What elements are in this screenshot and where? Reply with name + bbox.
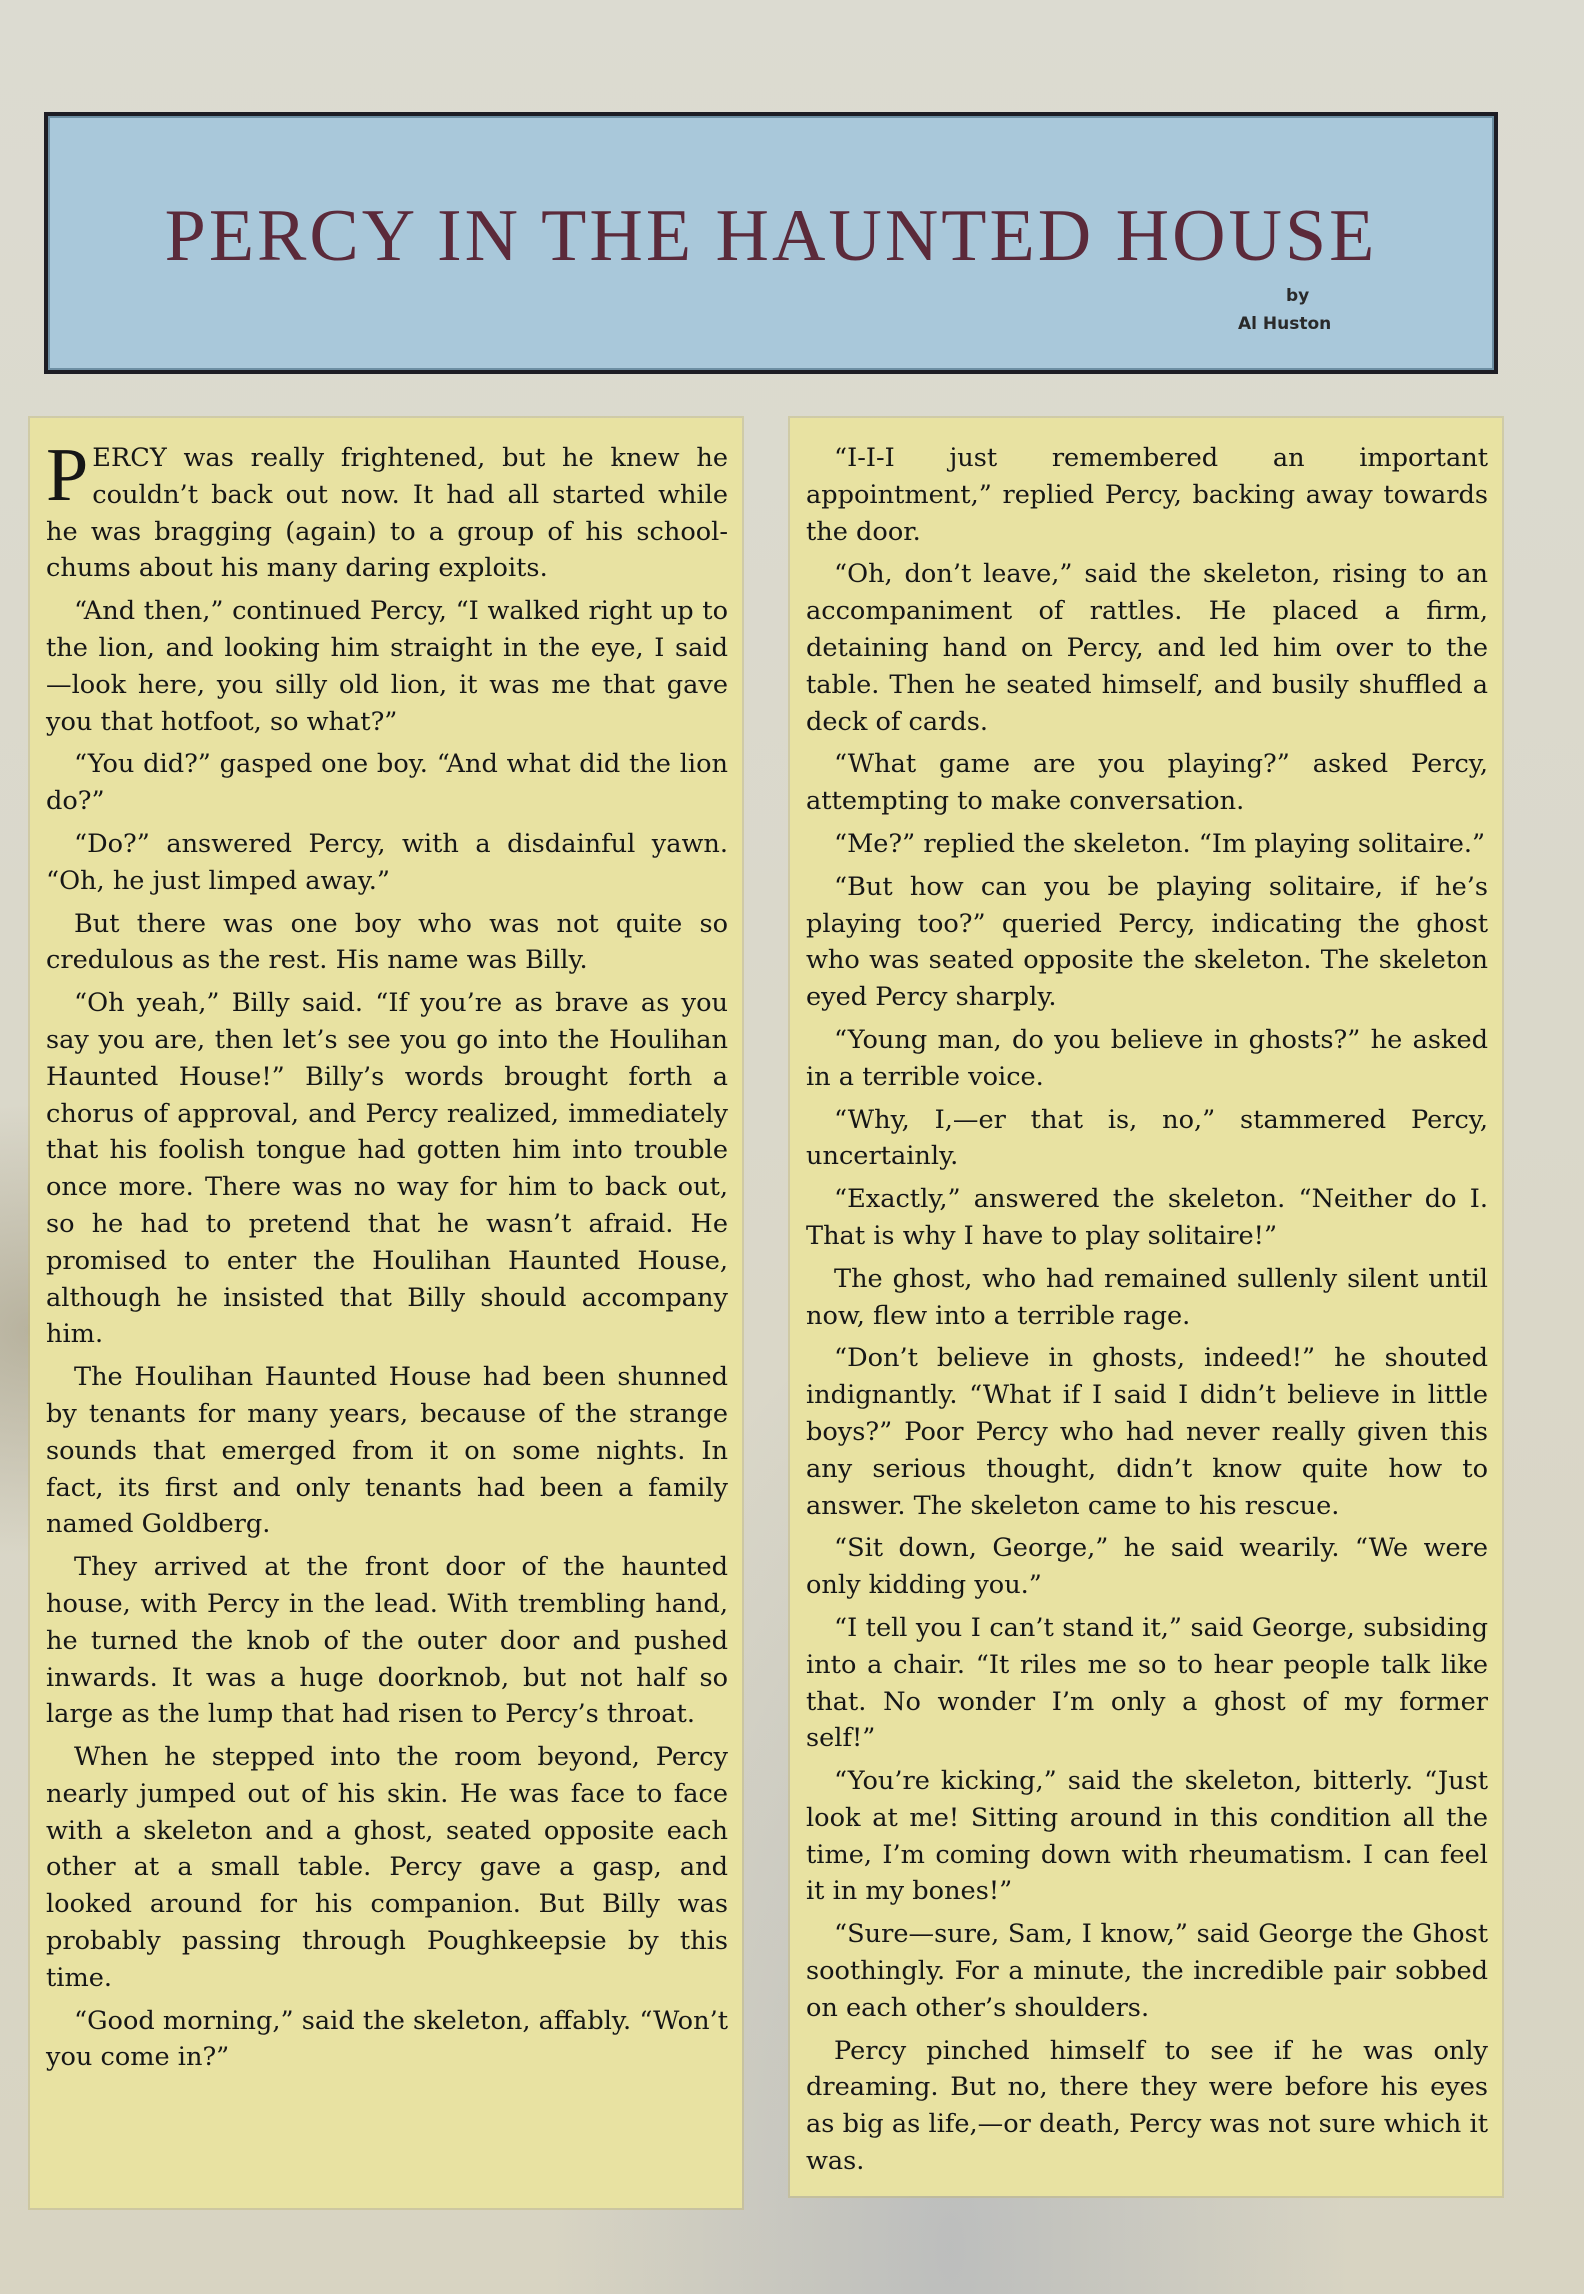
story-paragraph: “But how can you be playing solitaire, if he’s playing too?” queried Percy, indicating the ghost who was seated opposite the skeleton. The skeleton eyed Percy sharply. bbox=[806, 871, 1488, 1013]
story-paragraph: “Young man, do you believe in ghosts?” he asked in a terrible voice. bbox=[806, 1024, 1488, 1092]
story-paragraph: “Don’t believe in ghosts, indeed!” he shouted indignantly. “What if I said I didn’t believe in little boys?” Poor Percy who had never really given this any serious thought, didn’t know quite how to answer. The skeleton came to his rescue. bbox=[806, 1343, 1488, 1521]
story-paragraph: “You’re kicking,” said the skeleton, bitterly. “Just look at me! Sitting around in this condition all the time, I’m coming down with rheumatism. I can feel it in my bones!” bbox=[806, 1766, 1488, 1907]
story-column-left bbox=[30, 418, 742, 2208]
story-paragraph: The Houlihan Haunted House had been shunned by tenants for many years, because of the strange sounds that emerged from it on some nights. In fact, its first and only tenants had been a family named Goldberg. bbox=[46, 1362, 728, 1540]
story-paragraph: “Exactly,” answered the skeleton. “Neither do I. That is why I have to play solitaire!” bbox=[806, 1184, 1488, 1251]
story-paragraph: “Sure—sure, Sam, I know,” said George the Ghost soothingly. For a minute, the incredible pair sobbed on each other’s shoulders. bbox=[806, 1919, 1488, 2023]
story-paragraph: “Oh, don’t leave,” said the skeleton, rising to an accompaniment of rattles. He placed a firm, detaining hand on Percy, and led him over to the table. Then he seated himself, and busily shuffled a deck of cards. bbox=[806, 559, 1488, 737]
story-paragraph: “Oh yeah,” Billy said. “If you’re as brave as you say you are, then let’s see you go into the Houlihan Haunted House!” Billy’s words brought forth a chorus of approval, and Percy realized, immediately that his foolish tongue had gotten him into trouble once more. There was no way for him to back out, so he had to pretend that he wasn’t afraid. He promised to enter the Houlihan Haunted House, although he insisted that Billy should accompany him. bbox=[46, 988, 728, 1350]
byline-author: Al Huston bbox=[1238, 314, 1332, 334]
story-paragraph: PERCY was really frightened, but he knew he couldn’t back out now. It had all started while he was bragging (again) to a group of his school-chums about his many daring exploits. bbox=[46, 433, 728, 584]
story-paragraph: Percy pinched himself to see if he was only dreaming. But no, there they were before his eyes as big as life,—or death, Percy was not sure which it was. bbox=[806, 2035, 1488, 2177]
byline bbox=[1238, 282, 1331, 338]
story-paragraph: But there was one boy who was not quite so credulous as the rest. His name was Billy. bbox=[46, 908, 728, 976]
story-column-right-text bbox=[806, 440, 1488, 2186]
story-paragraph: “Me?” replied the skeleton. “Im playing solitaire.” bbox=[834, 828, 1486, 859]
story-paragraph: “Do?” answered Percy, with a disdainful yawn. “Oh, he just limped away.” bbox=[46, 828, 728, 896]
story-paragraph: “You did?” gasped one boy. “And what did the lion do?” bbox=[46, 749, 728, 817]
story-paragraph: They arrived at the front door of the haunted house, with Percy in the lead. With trembling hand, he turned the knob of the outer door and pushed inwards. It was a huge doorknob, but not half so large as the lump that had risen to Percy’s throat. bbox=[46, 1552, 728, 1730]
title-banner bbox=[44, 112, 1498, 374]
story-paragraph: “I-I-I just remembered an important appointment,” replied Percy, backing away towards the door. bbox=[806, 443, 1488, 547]
story-paragraph: The ghost, who had remained sullenly silent until now, flew into a terrible rage. bbox=[806, 1263, 1488, 1331]
story-paragraph: “Why, I,—er that is, no,” stammered Percy, uncertainly. bbox=[806, 1104, 1488, 1172]
story-paragraph: “Sit down, George,” he said wearily. “We were only kidding you.” bbox=[806, 1533, 1488, 1601]
drop-cap: P bbox=[46, 433, 89, 517]
story-title: PERCY IN THE HAUNTED HOUSE bbox=[164, 195, 1378, 277]
byline-by: by bbox=[1286, 286, 1310, 306]
story-paragraph: “And then,” continued Percy, “I walked right up to the lion, and looking him straight in the eye, I said—look here, you silly old lion, it was me that gave you that hotfoot, so what?” bbox=[46, 596, 728, 737]
story-column-left-text bbox=[46, 433, 728, 2082]
story-paragraph: “What game are you playing?” asked Percy, attempting to make conversation. bbox=[806, 749, 1488, 817]
story-paragraph: When he stepped into the room beyond, Percy nearly jumped out of his skin. He was face to face with a skeleton and a ghost, seated opposite each other at a small table. Percy gave a gasp, and looked around for his companion. But Billy was probably passing through Poughkeepsie by this time. bbox=[46, 1742, 728, 1993]
story-paragraph: “I tell you I can’t stand it,” said George, subsiding into a chair. “It riles me so to hear people talk like that. No wonder I’m only a ghost of my former self!” bbox=[806, 1612, 1488, 1754]
story-paragraph: “Good morning,” said the skeleton, affably. “Won’t you come in?” bbox=[46, 2005, 728, 2073]
story-column-right bbox=[790, 418, 1502, 2196]
